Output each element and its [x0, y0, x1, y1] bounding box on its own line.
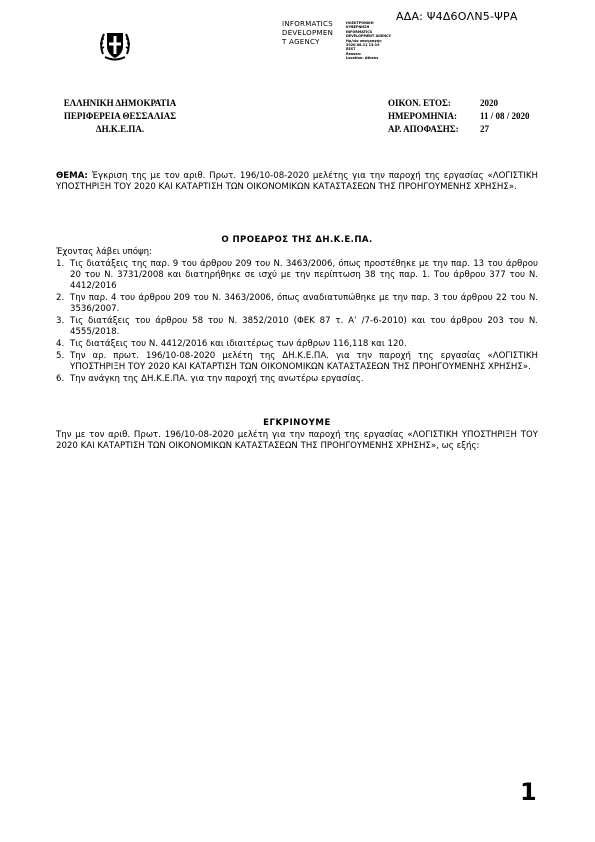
decision-meta: [388, 97, 530, 136]
subject-paragraph: [56, 171, 538, 193]
meta-value: 27: [480, 124, 489, 134]
signature-line: INFORMATICS: [346, 29, 373, 34]
list-text: Τις διατάξεις της παρ. 9 του άρθρου 209 του Ν. 3463/2006, όπως προστέθηκε με την παρ. 13 του άρθρου 20 του Ν. 3731/2008 και διατηρήθηκε σε ισχύ με την περίπτωση 38 της παρ. 1. Του άρθρου 377 του Ν. 4412/2016: [70, 259, 538, 291]
approval-paragraph: Την με τον αριθ. Πρωτ. 196/10-08-2020 μελέτη για την παροχή της εργασίας «ΛΟΓΙΣΤΙΚΗ ΥΠΟΣΤΗΡΙΞΗ ΤΟΥ 2020 ΚΑΙ ΚΑΤΑΡΤΙΣΗ ΤΩΝ ΟΙΚΟΝΟΜΙΚΩΝ ΚΑΤΑΣΤΑΣΕΩΝ ΤΗΣ ΠΡΟΗΓΟΥΜΕΝΗΣ ΧΡΗΣΗΣ», ως εξής:: [56, 430, 538, 451]
approve-heading: ΕΓΚΡΙΝΟΥΜΕ: [263, 418, 331, 428]
list-number: 3.: [56, 316, 65, 326]
meta-value: 11 / 08 / 2020: [480, 111, 530, 121]
agency-line: DEVELOPMEN: [282, 29, 334, 37]
list-item: [56, 351, 538, 373]
signature-line: DEVELOPMENT AGENCY: [346, 34, 392, 39]
subject-text: Έγκριση της με τον αριθ. Πρωτ. 196/10-08-2020 μελέτης για την παροχή της εργασίας «ΛΟΓΙΣΤΙΚΗ ΥΠΟΣΤΗΡΙΞΗ ΤΟΥ 2020 ΚΑΙ ΚΑΤΑΡΤΙΣΗ ΤΩΝ ΟΙΚΟΝΟΜΙΚΩΝ ΚΑΤΑΣΤΑΣΕΩΝ ΤΗΣ ΠΡΟΗΓΟΥΜΕΝΗΣ ΧΡΗΣΗΣ».: [56, 171, 538, 192]
list-item: [56, 293, 538, 315]
meta-label: ΗΜΕΡΟΜΗΝΙΑ:: [388, 111, 457, 121]
signature-line: Location: Athens: [346, 56, 379, 61]
issuer-line: ΔΗ.Κ.Ε.ΠΑ.: [95, 124, 145, 134]
list-text: Την παρ. 4 του άρθρου 209 του Ν. 3463/2006, όπως αναδιατυπώθηκε με την παρ. 3 του άρθρου 22 του Ν. 3536/2007.: [70, 293, 538, 314]
list-text: Τις διατάξεις του άρθρου 58 του Ν. 3852/2010 (ΦΕΚ 87 τ. Α’ /7-6-2010) και του άρθρου 203 του Ν. 4555/2018.: [70, 316, 538, 337]
list-text: Την ανάγκη της ΔΗ.Κ.Ε.ΠΑ. για την παροχή της ανωτέρω εργασίας.: [70, 374, 364, 384]
president-heading: Ο ΠΡΟΕΔΡΟΣ ΤΗΣ ΔΗ.Κ.Ε.ΠΑ.: [221, 235, 373, 245]
list-item: [56, 339, 538, 350]
signature-line: Reason:: [346, 51, 362, 56]
issuer-header: [56, 97, 184, 136]
considerations-list: [56, 259, 538, 386]
agency-line: T AGENCY: [282, 38, 320, 46]
meta-row: [388, 110, 530, 123]
signature-line: 2020.08.11 13:19: [346, 43, 380, 48]
signature-line: Ημ/νία υπογραφής:: [346, 38, 383, 43]
issuer-line: ΕΛΛΗΝΙΚΗ ΔΗΜΟΚΡΑΤΙΑ: [63, 98, 177, 108]
having-intro: Έχοντας λάβει υπόψη:: [56, 247, 152, 257]
list-text: Τις διατάξεις του Ν. 4412/2016 και ιδιαιτέρως των άρθρων 116,118 και 120.: [70, 339, 407, 349]
list-item: [56, 259, 538, 292]
meta-row: [388, 123, 530, 136]
issuer-line: ΠΕΡΙΦΕΡΕΙΑ ΘΕΣΣΑΛΙΑΣ: [63, 111, 177, 121]
signature-line: ΚΥΒΕΡΝΗΣΗ: [346, 25, 370, 30]
signature-line: EEST: [346, 47, 356, 52]
signature-line: ΗΛΕΚΤΡΟΝΙΚΗ: [346, 21, 374, 25]
meta-value: 2020: [480, 98, 498, 108]
list-number: 6.: [56, 374, 65, 384]
subject-label: ΘΕΜΑ:: [56, 171, 88, 181]
page-number: 1: [520, 778, 537, 806]
list-item: [56, 316, 538, 338]
list-number: 4.: [56, 339, 65, 349]
meta-label: ΟΙΚΟΝ. ΕΤΟΣ:: [388, 98, 451, 108]
greek-emblem-icon: [95, 24, 135, 64]
digital-signature-block: [346, 21, 391, 61]
list-number: 2.: [56, 293, 65, 303]
agency-logo-text: [282, 20, 333, 47]
meta-label: ΑΡ. ΑΠΟΦΑΣΗΣ:: [388, 124, 459, 134]
list-text: Την αρ. πρωτ. 196/10-08-2020 μελέτη της ΔΗ.Κ.Ε.ΠΑ. για την παροχή της εργασίας «ΛΟΓΙΣΤΙΚΗ ΥΠΟΣΤΗΡΙΞΗ ΤΟΥ 2020 ΚΑΙ ΚΑΤΑΡΤΙΣΗ ΤΩΝ ΟΙΚΟΝΟΜΙΚΩΝ ΚΑΤΑΣΤΑΣΕΩΝ ΤΗΣ ΠΡΟΗΓΟΥΜΕΝΗΣ ΧΡΗΣΗΣ».: [70, 351, 538, 372]
list-number: 1.: [56, 259, 65, 269]
agency-line: INFORMATICS: [282, 20, 333, 28]
ada-code: ΑΔΑ: Ψ4Δ6ΟΛΝ5-ΨΡΑ: [396, 10, 518, 23]
list-number: 5.: [56, 351, 65, 361]
meta-row: [388, 97, 530, 110]
list-item: [56, 374, 538, 385]
